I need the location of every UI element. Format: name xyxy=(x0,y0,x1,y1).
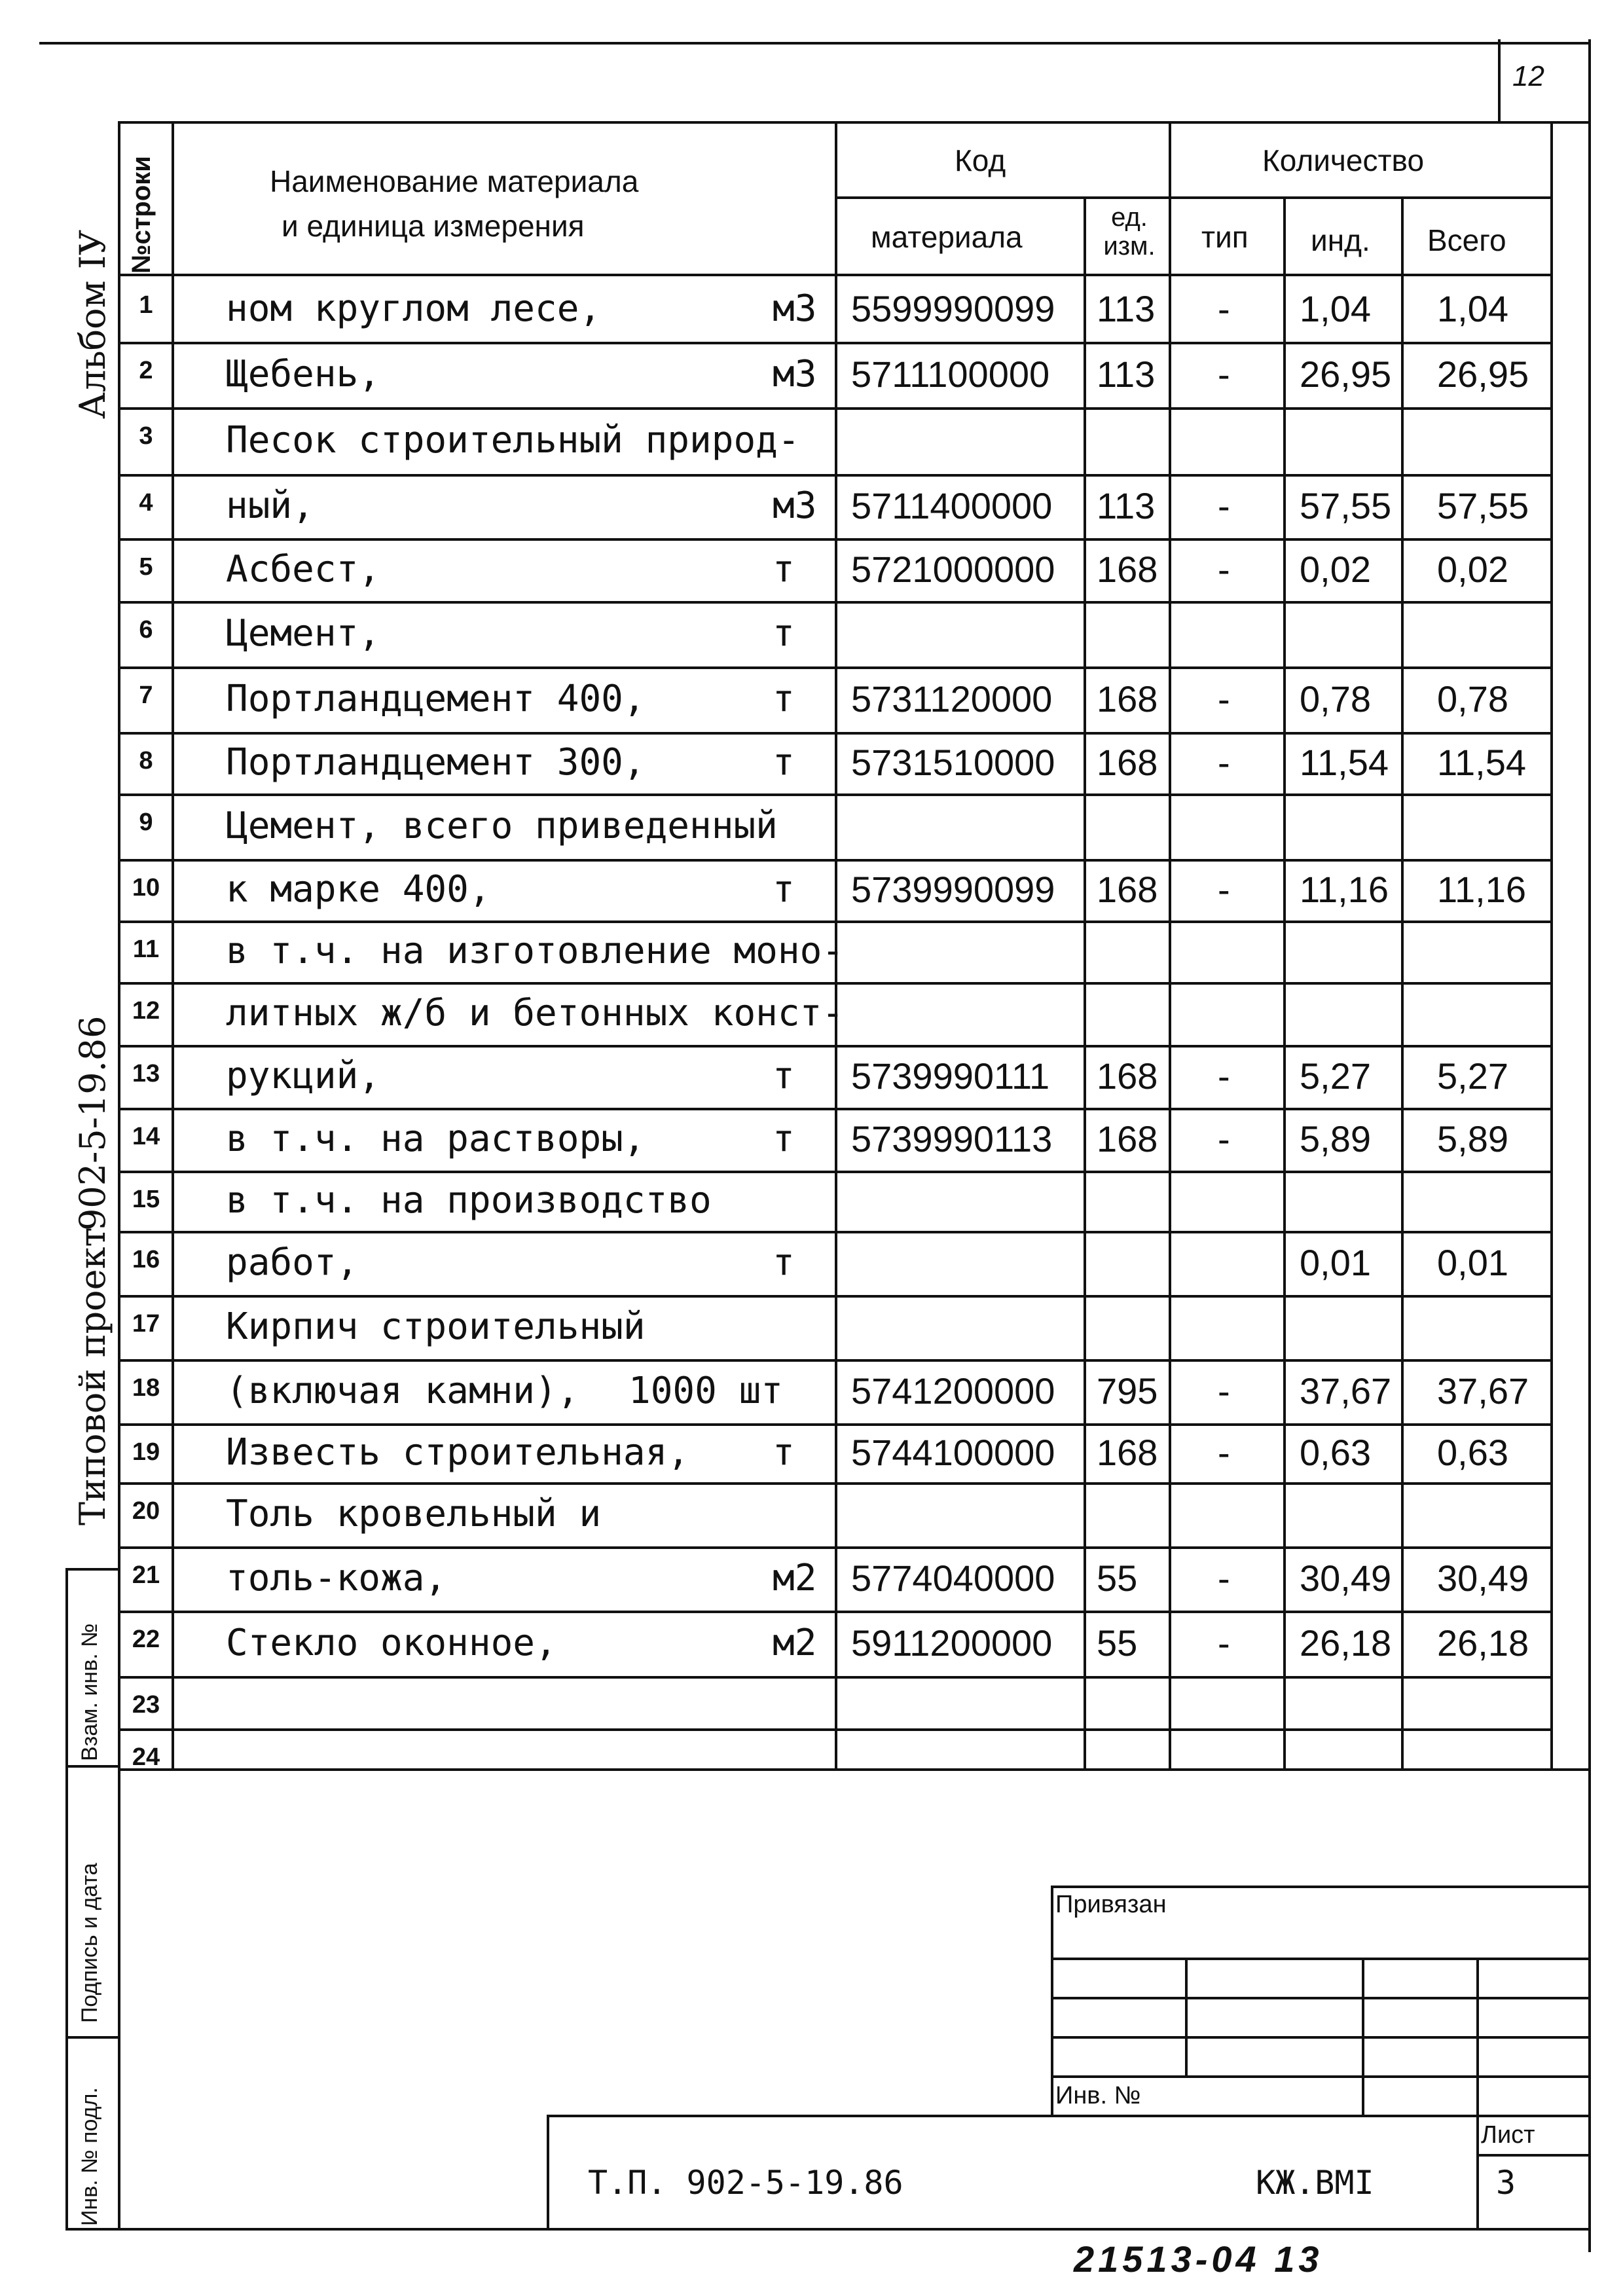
row-18-unit: 1000 шт xyxy=(629,1370,784,1412)
tb-line3 xyxy=(1051,2036,1591,2039)
vzam-inv-label: Взам. инв. № xyxy=(77,1623,102,1761)
row-13-ed: 168 xyxy=(1097,1055,1158,1097)
row-5-unit: т xyxy=(773,548,795,591)
row-10-unit: т xyxy=(773,868,795,911)
row-13-unit: т xyxy=(773,1055,795,1097)
row-21-ind: 30,49 xyxy=(1300,1558,1392,1599)
row-16-name: работ, xyxy=(226,1241,359,1284)
row-21-code: 5774040000 xyxy=(851,1558,1055,1599)
row-22-n: 22 xyxy=(132,1626,160,1653)
code-material-header: материала xyxy=(871,220,1023,254)
tb-bottom-line xyxy=(547,2115,1591,2117)
row-2-unit: м3 xyxy=(773,353,817,395)
row-12-n: 12 xyxy=(132,997,160,1025)
row-1-type: - xyxy=(1218,288,1230,329)
row-5-total: 0,02 xyxy=(1437,549,1508,590)
row-2-n: 2 xyxy=(139,357,153,384)
frame-right xyxy=(1588,39,1591,2252)
row-16-n: 16 xyxy=(132,1246,160,1273)
row-4-ind: 57,55 xyxy=(1300,485,1392,526)
row-number-header: №строки xyxy=(127,156,156,274)
row-21-total: 30,49 xyxy=(1437,1558,1529,1599)
tb-line1 xyxy=(1051,1958,1591,1960)
row-14-total: 5,89 xyxy=(1437,1118,1508,1159)
row-7-ed: 168 xyxy=(1097,678,1158,720)
row-14-code: 5739990113 xyxy=(851,1118,1053,1159)
row-22-unit: м2 xyxy=(773,1622,817,1664)
header-subline xyxy=(835,196,1553,199)
row-1-ed: 113 xyxy=(1097,288,1156,329)
row-6-unit: т xyxy=(773,612,795,655)
row-1-total: 1,04 xyxy=(1437,288,1508,329)
row-8-n: 8 xyxy=(139,747,153,774)
row-18-n: 18 xyxy=(132,1374,160,1402)
row-22-code: 5911200000 xyxy=(851,1622,1053,1664)
row-15-n: 15 xyxy=(132,1186,160,1213)
row-6-n: 6 xyxy=(139,616,153,644)
tb-line4 xyxy=(1051,2075,1591,2078)
sheet-label: Лист xyxy=(1481,2121,1535,2149)
podpis-data-label: Подпись и дата xyxy=(77,1863,102,2023)
row-7-type: - xyxy=(1218,678,1230,720)
row-10-code: 5739990099 xyxy=(851,869,1055,910)
row-19-n: 19 xyxy=(132,1438,160,1466)
row-2-name: Щебень, xyxy=(226,353,381,395)
code-header: Код xyxy=(955,143,1006,177)
row-4-code: 5711400000 xyxy=(851,485,1053,526)
row-5-ind: 0,02 xyxy=(1300,549,1371,590)
row-18-name: (включая камни), xyxy=(226,1370,579,1412)
top-rule xyxy=(39,42,1591,45)
album-label: Альбом ІУ xyxy=(72,229,113,419)
row-19-name: Известь строительная, xyxy=(226,1431,690,1474)
tb-col2 xyxy=(1362,1958,1364,2115)
row-21-type: - xyxy=(1218,1558,1230,1599)
header-bottom xyxy=(118,274,1553,276)
row-7-total: 0,78 xyxy=(1437,678,1508,720)
row-8-type: - xyxy=(1218,742,1230,783)
row-5-name: Асбест, xyxy=(226,548,381,591)
row-22-ind: 26,18 xyxy=(1300,1622,1392,1664)
row-17-name: Кирпич строительный xyxy=(226,1305,646,1348)
row-4-n: 4 xyxy=(139,489,153,517)
col-line-right xyxy=(1550,121,1553,1771)
row-21-n: 21 xyxy=(132,1561,160,1589)
row-7-n: 7 xyxy=(139,682,153,709)
doc-code: КЖ.ВМІ xyxy=(1256,2164,1374,2202)
row-13-name: рукций, xyxy=(226,1055,381,1097)
row-7-name: Портландцемент 400, xyxy=(226,678,646,720)
row-16-ind: 0,01 xyxy=(1300,1242,1371,1283)
tp-code: Т.П. 902-5-19.86 xyxy=(588,2164,903,2202)
frame-top xyxy=(118,121,1591,124)
inv-no-label: Инв. № xyxy=(1055,2082,1141,2109)
row-3-name: Песок строительный природ- xyxy=(226,419,800,462)
row-13-total: 5,27 xyxy=(1437,1055,1508,1097)
row-7-ind: 0,78 xyxy=(1300,678,1371,720)
row-10-ed: 168 xyxy=(1097,869,1158,910)
row-4-name: ный, xyxy=(226,484,314,527)
tb-top xyxy=(1051,1886,1591,1888)
row-10-ind: 11,16 xyxy=(1300,869,1389,910)
row-8-total: 11,54 xyxy=(1437,742,1526,783)
row-19-ind: 0,63 xyxy=(1300,1432,1371,1473)
col-line-name xyxy=(172,121,174,1771)
row-8-unit: т xyxy=(773,741,795,784)
row-18-code: 5741200000 xyxy=(851,1370,1055,1412)
row-4-type: - xyxy=(1218,485,1230,526)
row-19-ed: 168 xyxy=(1097,1432,1158,1473)
sheet-number: 3 xyxy=(1496,2164,1516,2202)
tb-sheet-line xyxy=(1476,2154,1591,2157)
row-4-total: 57,55 xyxy=(1437,485,1529,526)
row-14-n: 14 xyxy=(132,1123,160,1150)
row-15-name: в т.ч. на производство xyxy=(226,1179,712,1222)
row-7-code: 5731120000 xyxy=(851,678,1053,720)
row-24-n: 24 xyxy=(132,1743,160,1771)
row-16-unit: т xyxy=(773,1241,795,1284)
row-21-name: толь-кожа, xyxy=(226,1557,447,1599)
row-1-code: 5599990099 xyxy=(851,288,1055,329)
row-19-total: 0,63 xyxy=(1437,1432,1508,1473)
row-19-type: - xyxy=(1218,1432,1230,1473)
code-unit-header: ед. изм. xyxy=(1103,203,1156,261)
row-2-ind: 26,95 xyxy=(1300,354,1392,395)
row-13-ind: 5,27 xyxy=(1300,1055,1371,1097)
col-line-type xyxy=(1169,121,1171,1771)
frame-bottom xyxy=(65,2228,1591,2231)
project-code-label: 902-5-19.86 xyxy=(72,1015,113,1231)
project-type-label: Типовой проект xyxy=(72,1227,113,1525)
row-divider xyxy=(118,1768,1553,1771)
row-19-unit: т xyxy=(773,1431,795,1474)
row-4-unit: м3 xyxy=(773,484,817,527)
row-1-unit: м3 xyxy=(773,287,817,330)
row-22-total: 26,18 xyxy=(1437,1622,1529,1664)
row-8-name: Портландцемент 300, xyxy=(226,741,646,784)
row-20-n: 20 xyxy=(132,1497,160,1525)
row-20-name: Толь кровельный и xyxy=(226,1493,602,1535)
row-16-total: 0,01 xyxy=(1437,1242,1508,1283)
tb-col1 xyxy=(1185,1958,1188,2075)
row-9-n: 9 xyxy=(139,809,153,836)
row-10-name: к марке 400, xyxy=(226,868,491,911)
tb-col3 xyxy=(1476,1958,1479,2229)
row-21-ed: 55 xyxy=(1097,1558,1138,1599)
row-8-ed: 168 xyxy=(1097,742,1158,783)
tb-line2 xyxy=(1051,1997,1591,1999)
side-strip-top xyxy=(65,1568,120,1571)
row-5-code: 5721000000 xyxy=(851,549,1055,590)
row-14-type: - xyxy=(1218,1118,1230,1159)
row-14-unit: т xyxy=(773,1118,795,1160)
row-14-name: в т.ч. на растворы, xyxy=(226,1118,646,1160)
row-4-ed: 113 xyxy=(1097,485,1156,526)
side-strip-left xyxy=(65,1568,68,2229)
row-2-ed: 113 xyxy=(1097,354,1156,395)
row-14-ed: 168 xyxy=(1097,1118,1158,1159)
row-2-total: 26,95 xyxy=(1437,354,1529,395)
row-1-name: ном круглом лесе, xyxy=(226,287,602,330)
page-number: 12 xyxy=(1512,60,1544,92)
quantity-total-header: Всего xyxy=(1427,223,1506,257)
row-18-total: 37,67 xyxy=(1437,1370,1529,1412)
row-1-n: 1 xyxy=(139,291,153,319)
row-7-unit: т xyxy=(773,678,795,720)
row-18-type: - xyxy=(1218,1370,1230,1412)
privyazan-label: Привязан xyxy=(1055,1891,1167,1918)
row-6-name: Цемент, xyxy=(226,612,381,655)
row-divider xyxy=(118,1676,1553,1679)
row-19-code: 5744100000 xyxy=(851,1432,1055,1473)
row-2-type: - xyxy=(1218,354,1230,395)
row-13-n: 13 xyxy=(132,1060,160,1087)
row-12-name: литных ж/б и бетонных конст- xyxy=(226,992,845,1034)
row-11-n: 11 xyxy=(132,936,160,963)
row-9-name: Цемент, всего приведенный xyxy=(226,805,778,847)
row-8-ind: 11,54 xyxy=(1300,742,1389,783)
tb-left xyxy=(1051,1886,1053,2115)
row-14-ind: 5,89 xyxy=(1300,1118,1371,1159)
side-strip-div1 xyxy=(65,1765,120,1768)
row-11-name: в т.ч. на изготовление моно- xyxy=(226,930,845,972)
row-5-type: - xyxy=(1218,549,1230,590)
row-5-ed: 168 xyxy=(1097,549,1158,590)
row-21-unit: м2 xyxy=(773,1557,817,1599)
tb-doc-left xyxy=(547,2115,549,2229)
row-10-n: 10 xyxy=(132,874,160,902)
side-strip-div2 xyxy=(65,2036,120,2039)
row-22-ed: 55 xyxy=(1097,1622,1138,1664)
name-header-line2: и единица измерения xyxy=(282,209,585,243)
inv-podl-label: Инв. № подл. xyxy=(77,2087,102,2226)
row-8-code: 5731510000 xyxy=(851,742,1055,783)
quantity-type-header: тип xyxy=(1201,220,1249,254)
quantity-ind-header: инд. xyxy=(1311,223,1370,257)
row-23-n: 23 xyxy=(132,1691,160,1719)
page-number-box-left xyxy=(1498,39,1501,123)
row-13-type: - xyxy=(1218,1055,1230,1097)
row-2-code: 5711100000 xyxy=(851,354,1050,395)
quantity-header: Количество xyxy=(1262,143,1425,177)
row-22-type: - xyxy=(1218,1622,1230,1664)
row-5-n: 5 xyxy=(139,553,153,581)
row-13-code: 5739990111 xyxy=(851,1055,1050,1097)
row-18-ed: 795 xyxy=(1097,1370,1158,1412)
row-1-ind: 1,04 xyxy=(1300,288,1371,329)
row-3-n: 3 xyxy=(139,422,153,450)
row-17-n: 17 xyxy=(132,1310,160,1338)
row-divider xyxy=(118,1728,1553,1731)
name-header: Наименование материала xyxy=(270,164,639,198)
row-18-ind: 37,67 xyxy=(1300,1370,1392,1412)
row-22-name: Стекло оконное, xyxy=(226,1622,557,1664)
row-10-total: 11,16 xyxy=(1437,869,1526,910)
row-10-type: - xyxy=(1218,869,1230,910)
archive-stamp: 21513-04 13 xyxy=(1074,2238,1323,2280)
